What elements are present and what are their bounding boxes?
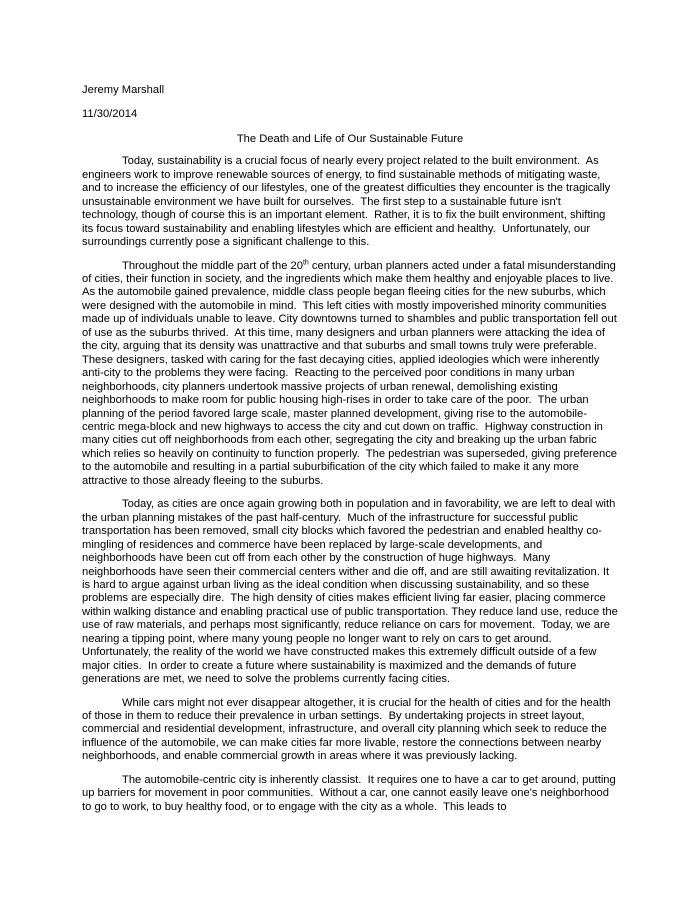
paragraph-text: Today, as cities are once again growing both in population and in favorability, we are left to deal with the urban planning mistakes of the past half-century. Much of the infrastructure for successful public transportation has been removed, small city blocks which favored the pedestrian and enabled healthy co-mingling of residences and commerce have been replaced by large-scale developments, and neighborhoods have been cut off from each other by the construction of huge highways. Many neighborhoods have seen their commercial centers wither and die off, and are still awaiting revitalization. It is hard to argue against urban living as the ideal condition when discussing sustainability, and so these problems are especially dire. The high density of cities makes efficient living far easier, placing commerce within walking distance and enabling practical use of public transportation. They reduce land use, reduce the use of raw materials, and perhaps most significantly, reduce reliance on cars for movement. Today, we are nearing a tipping point, where many young people no longer want to rely on cars to get around. Unfortunately, the reality of the world we have constructed makes this extremely difficult outside of a few major cities. In order to create a future where sustainability is maximized and the demands of future generations are met, we need to solve the problems currently facing cities. <box>82 498 621 686</box>
paragraph-text: The automobile-centric city is inherently classist. It requires one to have a car to get around, putting up barriers for movement in poor communities. Without a car, one cannot easily leave one's neighborhood to go to work, to buy healthy food, or to engage with the city as a whole. This leads to <box>82 773 619 813</box>
paragraph <box>82 155 618 249</box>
paragraph-text: While cars might not ever disappear altogether, it is crucial for the health of cities and for the health of those in them to reduce their prevalence in urban settings. By undertaking projects in street layout, commercial and residential development, infrastructure, and overall city planning which seek to reduce the influence of the automobile, we can make cities far more livable, restore the connections between nearby neighborhoods, and enable commercial growth in areas where it was previously lacking. <box>82 696 614 763</box>
paragraph <box>82 697 618 764</box>
paragraph <box>82 498 621 686</box>
author-line: Jeremy Marshall <box>82 84 165 96</box>
paragraph <box>82 258 621 489</box>
document-title: The Death and Life of Our Sustainable Future <box>236 132 464 145</box>
date-line: 11/30/2014 <box>82 108 138 121</box>
paragraph-text: Today, sustainability is a crucial focus of nearly every project related to the built environment. As engineers work to improve renewable sources of energy, to find sustainable methods of mitigating waste, and to increase the efficiency of our lifestyles, one of the greatest difficulties they encounter is the tragically unsustainable environment we have built for ourselves. The first step to a sustainable future isn't technology, though of course this is an important element. Rather, it is to fix the built environment, shifting its focus toward sustainability and enabling lifestyles which are efficient and healthy. Unfortunately, our surroundings currently pose a significant challenge to this. <box>82 155 614 249</box>
superscript-text: th <box>302 258 309 266</box>
paragraph <box>82 774 618 814</box>
paragraph-text: Throughout the middle part of the 20 <box>122 259 303 272</box>
paragraph-text: century, urban planners acted under a fatal misunderstanding of cities, their function in society, and the ingredients which make them healthy and enjoyable places to live. As the automobile gained prevalence, middle class people began fleeing cities for the new suburbs, which were designed with the automobile in mind. This left cities with mostly impoverished minority communities made up of individuals unable to leave. City downtowns turned to shambles and public transportation fell out of use as the suburbs thrived. At this time, many designers and urban planners were attacking the idea of the city, arguing that its density was unattractive and that suburbs and small towns truly were preferable. These designers, tasked with caring for the fast decaying cities, applied ideologies which were inherently anti-city to the problems they were facing. Reacting to the perceived poor conditions in many urban neighborhoods, city planners undertook massive projects of urban renewal, demolishing existing neighborhoods to make room for public housing high-rises in order to take care of the poor. The urban planning of the period favored large scale, master planned development, giving rise to the automobile-centric mega-block and new highways to access the city and cut down on traffic. Highway construction in many cities cut off neighborhoods from each other, segregating the city and breaking up the urban fabric which relies so heavily on continuity to function properly. The pedestrian was superseded, giving preference to the automobile and resulting in a partial suburbification of the city which failed to make it any more attractive to those already fleeing to the suburbs. <box>82 259 621 487</box>
document-body <box>82 155 621 814</box>
